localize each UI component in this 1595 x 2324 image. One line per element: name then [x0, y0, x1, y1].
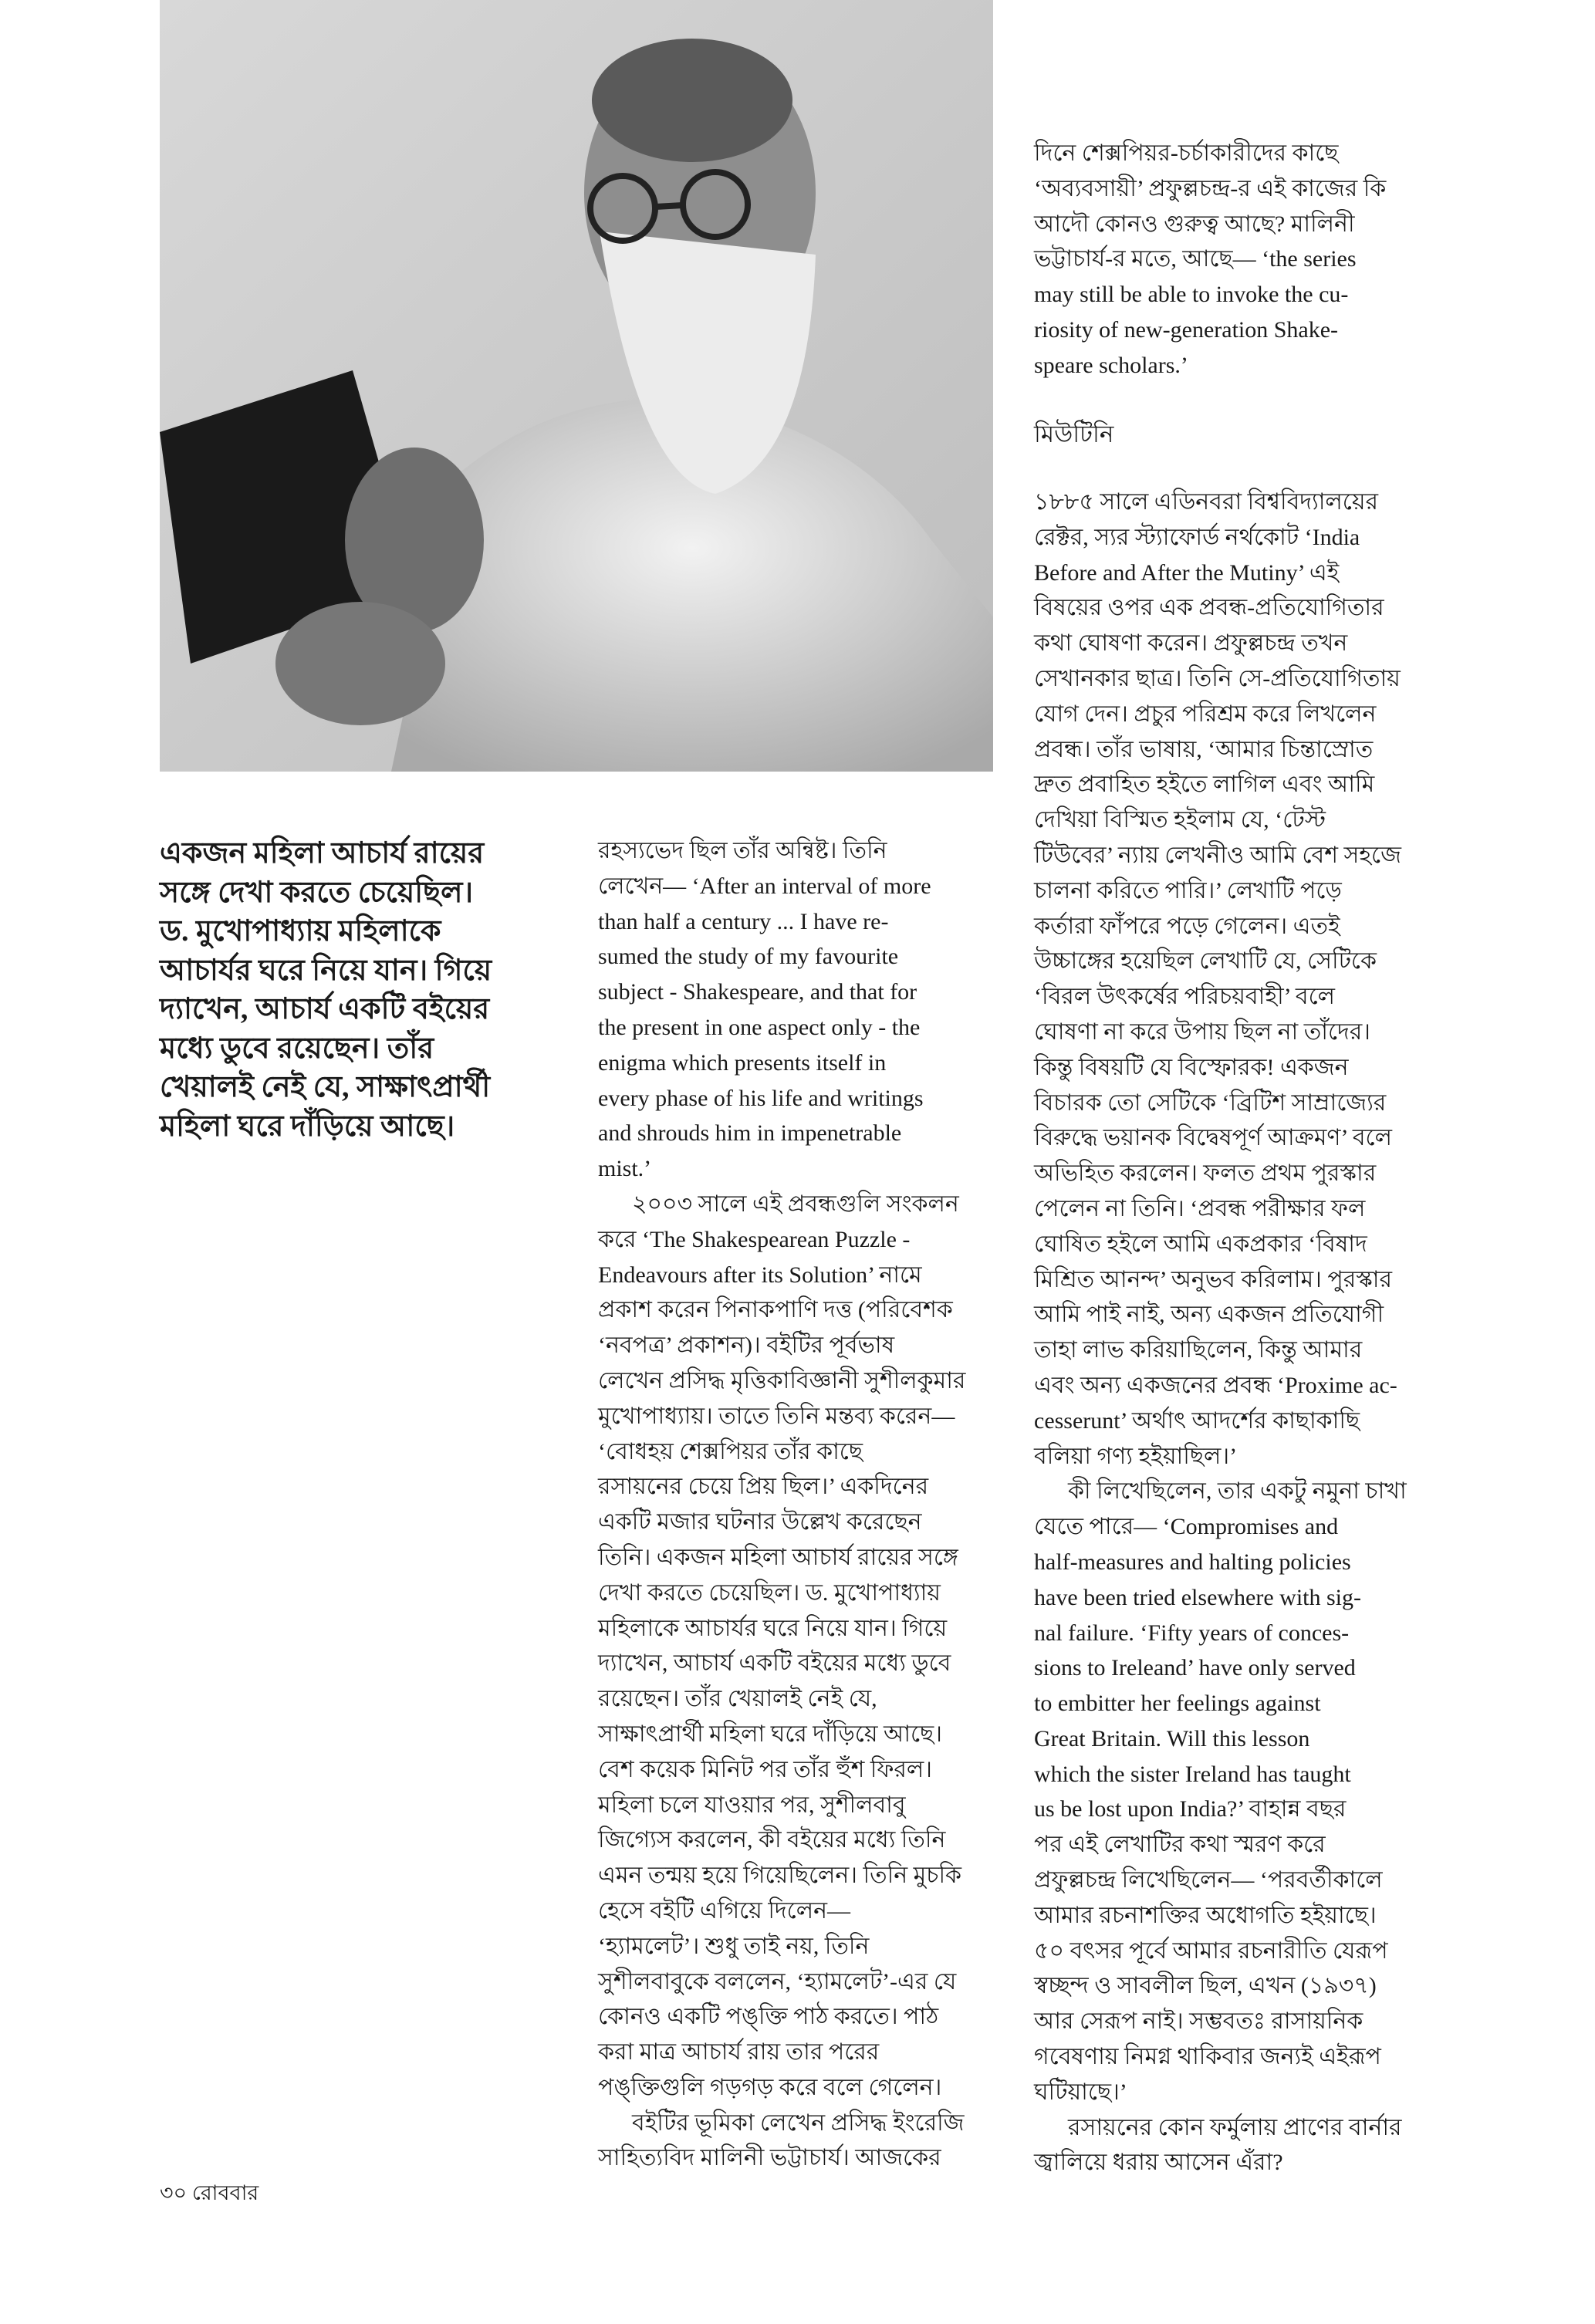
text-line: করে ‘The Shakespearean Puzzle - — [598, 1226, 911, 1252]
text-line: the present in one aspect only - the — [598, 1014, 921, 1040]
text-line: দিনে শেক্সপিয়র-চর্চাকারীদের কাছে — [1034, 140, 1339, 166]
text-line: প্রবন্ধ। তাঁর ভাষায়, ‘আমার চিন্তাস্রোত — [1034, 736, 1374, 762]
text-line: half-measures and halting policies — [1034, 1549, 1351, 1575]
text-line: ভট্টাচার্য-র মতে, আছে— ‘the series — [1034, 246, 1357, 272]
text-line: দেখা করতে চেয়েছিল। ড. মুখোপাধ্যায় — [598, 1579, 941, 1606]
page-footer — [160, 2177, 259, 2212]
portrait-photo-reading-man — [160, 0, 993, 772]
text-line: মুখোপাধ্যায়। তাতে তিনি মন্তব্য করেন— — [598, 1403, 955, 1429]
text-line: দেখিয়া বিস্মিত হইলাম যে, ‘টেস্ট — [1034, 807, 1326, 833]
pull-quote — [160, 834, 561, 1146]
text-line: পর এই লেখাটির কথা স্মরণ করে — [1034, 1832, 1326, 1858]
text-line: জ্বালিয়ে ধরায় আসেন এঁরা? — [1034, 2150, 1283, 2176]
text-line: কথা ঘোষণা করেন। প্রফুল্লচন্দ্র তখন — [1034, 630, 1348, 657]
pull-quote-line: একজন মহিলা আচার্য রায়ের — [160, 837, 485, 870]
text-line: প্রকাশ করেন পিনাকপাণি দত্ত (পরিবেশক — [598, 1297, 953, 1323]
text-line: পেলেন না তিনি। ‘প্রবন্ধ পরীক্ষার ফল — [1034, 1195, 1366, 1221]
text-line: রহস্যভেদ ছিল তাঁর অন্বিষ্ট। তিনি — [598, 838, 887, 863]
pull-quote-line: সঙ্গে দেখা করতে চেয়েছিল। — [160, 876, 474, 909]
text-line: তিনি। একজন মহিলা আচার্য রায়ের সঙ্গে — [598, 1544, 958, 1570]
text-line: লেখেন প্রসিদ্ধ মৃত্তিকাবিজ্ঞানী সুশীলকুমার — [598, 1367, 966, 1393]
text-line: কোনও একটি পঙ্‌ক্তি পাঠ করতে। পাঠ — [598, 2004, 939, 2030]
text-line: বিচারক তো সেটিকে ‘ব্রিটিশ সাম্রাজ্যের — [1034, 1089, 1387, 1116]
text-line: riosity of new-generation Shake- — [1034, 316, 1339, 343]
text-line: আমি পাই নাই, অন্য একজন প্রতিযোগী — [1034, 1302, 1384, 1328]
text-line: যোগ দেন। প্রচুর পরিশ্রম করে লিখলেন — [1034, 701, 1377, 727]
text-line: বেশ কয়েক মিনিট পর তাঁর হুঁশ ফিরল। — [598, 1756, 932, 1782]
text-line: subject - Shakespeare, and that for — [598, 979, 917, 1005]
text-line: mist.’ — [598, 1156, 652, 1182]
text-line: বিরুদ্ধে ভয়ানক বিদ্বেষপূর্ণ আক্রমণ’ বলে — [1034, 1125, 1392, 1151]
text-line: every phase of his life and writings — [598, 1085, 924, 1111]
text-line: ঘোষিত হইলে আমি একপ্রকার ‘বিষাদ — [1034, 1231, 1367, 1257]
text-line: জিগ্যেস করলেন, কী বইয়ের মধ্যে তিনি — [598, 1827, 946, 1853]
text-line: কী লিখেছিলেন, তার একটু নমুনা চাখা — [1068, 1478, 1407, 1505]
text-line: to embitter her feelings against — [1034, 1691, 1321, 1717]
text-line: বলিয়া গণ্য হইয়াছিল।’ — [1034, 1443, 1238, 1469]
text-line: অভিহিত করলেন। ফলত প্রথম পুরস্কার — [1034, 1160, 1377, 1187]
text-line: টিউবের’ ন্যায় লেখনীও আমি বেশ সহজে — [1034, 842, 1401, 868]
text-line: বিষয়ের ওপর এক প্রবন্ধ-প্রতিযোগিতার — [1034, 595, 1384, 621]
text-line: দ্যাখেন, আচার্য একটি বইয়ের মধ্যে ডুবে — [598, 1650, 951, 1677]
text-line: কর্তারা ফাঁপরে পড়ে গেলেন। এতই — [1034, 913, 1340, 939]
pull-quote-line: দ্যাখেন, আচার্য একটি বইয়ের — [160, 993, 490, 1025]
text-line: speare scholars.’ — [1034, 352, 1188, 378]
text-line: রয়েছেন। তাঁর খেয়ালই নেই যে, — [598, 1686, 877, 1712]
right-column-body — [1034, 485, 1424, 2180]
text-line: সেখানকার ছাত্র। তিনি সে-প্রতিযোগিতায় — [1034, 665, 1401, 691]
text-line: মহিলাকে আচার্যর ঘরে নিয়ে যান। গিয়ে — [598, 1615, 948, 1641]
pull-quote-line: ড. মুখোপাধ্যায় মহিলাকে — [160, 915, 441, 948]
right-column-top — [1034, 136, 1424, 383]
text-line: আর সেরূপ নাই। সম্ভবতঃ রাসায়নিক — [1034, 2008, 1364, 2035]
text-line: মিশ্রিত আনন্দ’ অনুভব করিলাম। পুরস্কার — [1034, 1266, 1393, 1292]
text-line: may still be able to invoke the cu- — [1034, 282, 1349, 308]
text-line: ‘নবপত্র’ প্রকাশন)। বইটির পূর্বভাষ — [598, 1333, 895, 1359]
text-line: enigma which presents itself in — [598, 1049, 887, 1076]
text-line: যেতে পারে— ‘Compromises and — [1034, 1514, 1339, 1540]
text-line: রসায়নের চেয়ে প্রিয় ছিল।’ একদিনের — [598, 1474, 929, 1500]
text-line: than half a century ... I have re- — [598, 908, 889, 934]
text-line: ‘বোধহয় শেক্সপিয়র তাঁর কাছে — [598, 1438, 863, 1464]
text-line: সাহিত্যবিদ মালিনী ভট্টাচার্য। আজকের — [598, 2145, 941, 2171]
pull-quote-line: আচার্যর ঘরে নিয়ে যান। গিয়ে — [160, 954, 492, 987]
text-line: করা মাত্র আচার্য রায় তার পরের — [598, 2039, 880, 2066]
text-line: ‘বিরল উৎকর্ষের পরিচয়বাহী’ বলে — [1034, 984, 1336, 1010]
text-line: which the sister Ireland has taught — [1034, 1761, 1351, 1787]
text-line: Endeavours after its Solution’ নামে — [598, 1262, 922, 1288]
text-line: গবেষণায় নিমগ্ন থাকিবার জন্যই এইরূপ — [1034, 2044, 1381, 2070]
text-line: আমার রচনাশক্তির অধোগতি হইয়াছে। — [1034, 1902, 1377, 1928]
text-line: us be lost upon India?’ বাহান্ন বছর — [1034, 1796, 1347, 1822]
portrait-illustration — [160, 0, 993, 772]
text-line: রেক্টর, স্যর স্ট্যাফোর্ড নর্থকোট ‘India — [1034, 524, 1360, 550]
text-line: প্রফুল্লচন্দ্র লিখেছিলেন— ‘পরবর্তীকালে — [1034, 1867, 1383, 1893]
text-line: ঘটিয়াছে।’ — [1034, 2079, 1127, 2105]
page-number: ৩০ — [160, 2181, 188, 2204]
text-line: হেসে বইটি এগিয়ে দিলেন— — [598, 1897, 850, 1924]
middle-column — [598, 833, 984, 2176]
text-line: পঙ্‌ক্তিগুলি গড়গড় করে বলে গেলেন। — [598, 2074, 942, 2100]
pull-quote-line: খেয়ালই নেই যে, সাক্ষাৎপ্রার্থী — [160, 1071, 491, 1103]
text-line: স্বচ্ছন্দ ও সাবলীল ছিল, এখন (১৯৩৭) — [1034, 1973, 1377, 1999]
section-heading: মিউটিনি — [1034, 421, 1114, 448]
text-line: nal failure. ‘Fifty years of conces- — [1034, 1620, 1350, 1646]
text-line: sions to Ireleand’ have only served — [1034, 1655, 1356, 1681]
text-line: লেখেন— ‘After an interval of more — [598, 873, 931, 899]
text-line: কিন্তু বিষয়টি যে বিস্ফোরক! একজন — [1034, 1054, 1349, 1080]
text-line: একটি মজার ঘটনার উল্লেখ করেছেন — [598, 1509, 922, 1535]
text-line: মহিলা চলে যাওয়ার পর, সুশীলবাবু — [598, 1792, 906, 1818]
text-line: ১৮৮৫ সালে এডিনবরা বিশ্ববিদ্যালয়ের — [1034, 489, 1379, 515]
pull-quote-line: মহিলা ঘরে দাঁড়িয়ে আছে। — [160, 1110, 455, 1143]
text-line: ‘অব্যবসায়ী’ প্রফুল্লচন্দ্র-র এই কাজের কি — [1034, 175, 1387, 201]
text-line: ‘হ্যামলেট’। শুধু তাই নয়, তিনি — [598, 1933, 870, 1959]
magazine-name: রোববার — [191, 2181, 259, 2204]
pull-quote-line: মধ্যে ডুবে রয়েছেন। তাঁর — [160, 1032, 434, 1065]
text-line: তাহা লাভ করিয়াছিলেন, কিন্তু আমার — [1034, 1337, 1363, 1363]
text-line: Great Britain. Will this lesson — [1034, 1725, 1310, 1751]
text-line: রসায়নের কোন ফর্মুলায় প্রাণের বার্নার — [1068, 2114, 1402, 2140]
text-line: এবং অন্য একজনের প্রবন্ধ ‘Proxime ac- — [1034, 1372, 1397, 1398]
text-line: cesserunt’ অর্থাৎ আদর্শের কাছাকাছি — [1034, 1407, 1360, 1434]
text-line: ঘোষণা না করে উপায় ছিল না তাঁদের। — [1034, 1018, 1371, 1045]
text-line: ২০০৩ সালে এই প্রবন্ধগুলি সংকলন — [632, 1191, 959, 1217]
text-line: sumed the study of my favourite — [598, 944, 899, 970]
text-line: have been tried elsewhere with sig- — [1034, 1584, 1361, 1610]
text-line: আদৌ কোনও গুরুত্ব আছে? মালিনী — [1034, 211, 1355, 237]
text-line: উচ্চাঙ্গের হয়েছিল লেখাটি যে, সেটিকে — [1034, 948, 1377, 975]
text-line: ৫০ বৎসর পূর্বে আমার রচনারীতি যেরূপ — [1034, 1937, 1388, 1964]
text-line: দ্রুত প্রবাহিত হইতে লাগিল এবং আমি — [1034, 772, 1375, 798]
text-line: and shrouds him in impenetrable — [598, 1120, 902, 1147]
text-line: বইটির ভূমিকা লেখেন প্রসিদ্ধ ইংরেজি — [632, 2110, 965, 2136]
text-line: এমন তন্ময় হয়ে গিয়েছিলেন। তিনি মুচকি — [598, 1863, 962, 1889]
text-line: সুশীলবাবুকে বললেন, ‘হ্যামলেট’-এর যে — [598, 1968, 957, 1995]
text-line: সাক্ষাৎপ্রার্থী মহিলা ঘরে দাঁড়িয়ে আছে। — [598, 1721, 942, 1747]
text-line: চালনা করিতে পারি।’ লেখাটি পড়ে — [1034, 877, 1342, 904]
text-line: Before and After the Mutiny’ এই — [1034, 559, 1340, 586]
